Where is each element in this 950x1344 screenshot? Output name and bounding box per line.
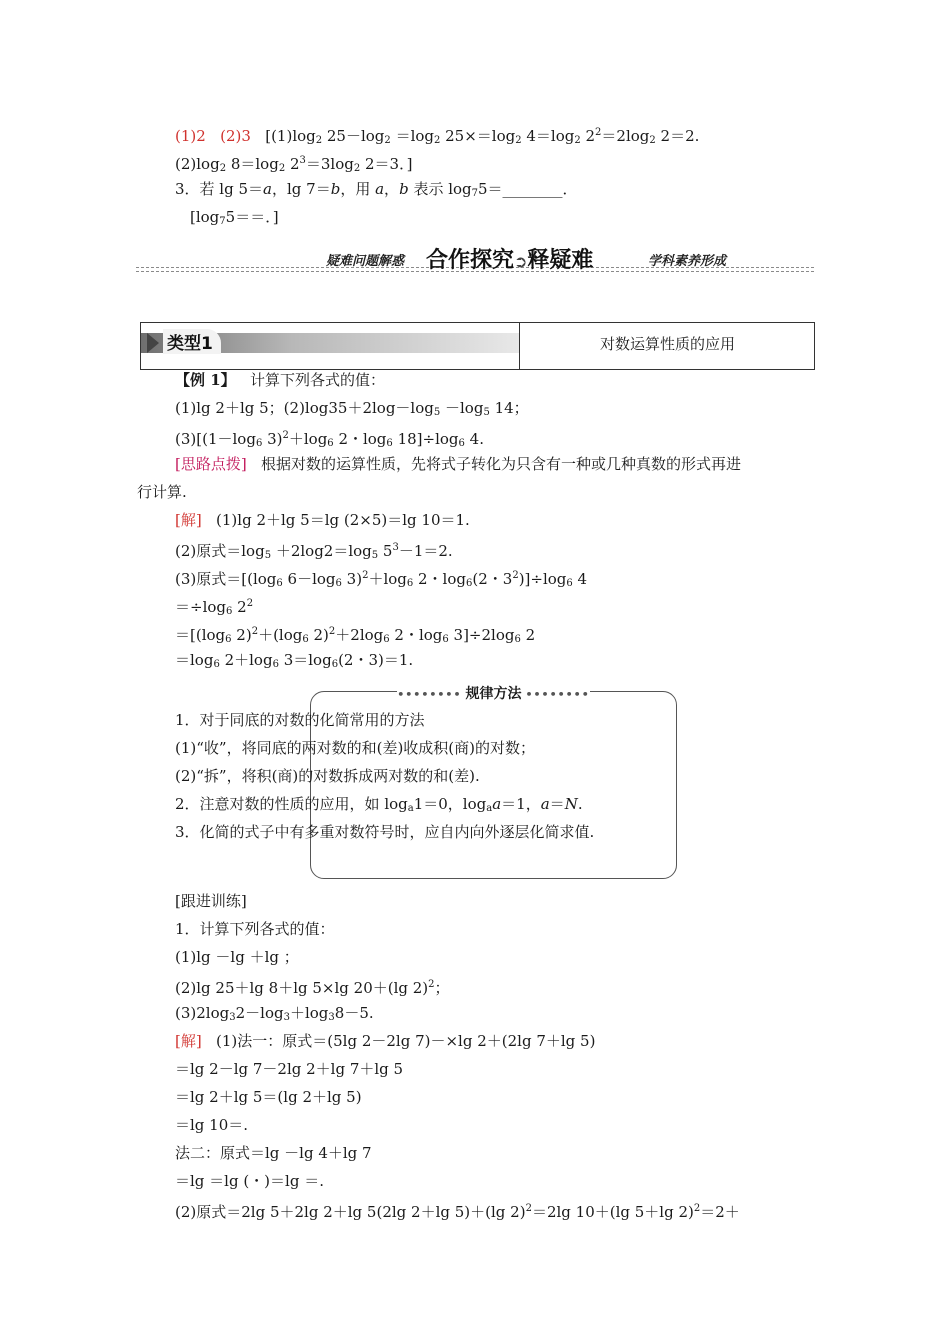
practice-solution-7: (2)原式＝2lg 5＋2lg 2＋lg 5(2lg 2＋lg 5)＋(lg 2)$^2$＝2lg 10＋(lg 5＋lg 2)$^2$＝2＋ xyxy=(175,1203,740,1221)
type-box xyxy=(140,322,815,370)
hint-line: [思路点拨] 根据对数的运算性质，先将式子转化为只含有一种或几种真数的形式再进 xyxy=(175,455,742,473)
method-line-2: (1)“收”，将同底的两对数的和(差)收成积(商)的对数； xyxy=(175,739,535,757)
answer-line-2: $(2)\log_2$ $8=\log_2$ $2^3=3\log_2$ 2＝3．] xyxy=(175,155,413,174)
answer-1: (1)2 xyxy=(175,127,206,145)
section-banner xyxy=(136,241,814,273)
banner-left-text: 疑难问题解惑 xyxy=(326,254,405,269)
practice-solution-1: [解] (1)法一：原式＝(5lg 2－2lg 7)－×lg 2＋(2lg 7＋lg 5) xyxy=(175,1032,596,1050)
solution-line-6: $=\log_6$ $2+\log_6$ $3=\log_6(2$・3)＝1. xyxy=(175,651,414,670)
practice-solution-2: ＝lg 2－lg 7－2lg 2＋lg 7＋lg 5 xyxy=(175,1060,404,1078)
practice-solution-5: 法二：原式＝lg －lg 4＋lg 7 xyxy=(175,1144,372,1162)
example-problem-3: $(3)[(1-\log_6$ $3)^2+\log_6$ 2・$\log_6 18]\div\log_6$ 4. xyxy=(175,430,484,449)
method-line-1: 1．对于同底的对数的化简常用的方法 xyxy=(175,711,425,729)
solution-line-2: (2)原式$=\log_5 +2\log 2=\log_5$ $5^3-1=2$. xyxy=(175,542,453,561)
solution-line-3: (3)原式$=[(\log_6$ $6-\log_6$ $3)^2+\log_6$ 2・$\log_6(2$・$3^2)]\div\log_6$ 4 xyxy=(175,570,588,589)
hint-line-2: 行计算. xyxy=(137,483,187,501)
practice-question: 1．计算下列各式的值： xyxy=(175,920,335,938)
answer-3: [$\log_75==$．] xyxy=(190,208,279,227)
type-label: 类型1 xyxy=(163,329,221,354)
method-line-4: 2．注意对数的性质的应用，如 $\log_a1=0$，$\log_aa=1$，a＝N. xyxy=(175,795,583,814)
practice-solution-4: ＝lg 10＝. xyxy=(175,1116,249,1134)
hint-tag: [思路点拨] xyxy=(175,455,247,473)
practice-tag: [跟进训练] xyxy=(175,892,247,910)
banner-right-text: 学科素养形成 xyxy=(648,254,727,269)
example-tag: 【例 1】 xyxy=(175,371,236,389)
question-3: 3．若 lg 5＝a，lg 7＝b，用 a，b 表示 $\log_75=\_\_\_\_\_\_\_\_$． xyxy=(175,180,578,199)
method-title: •••••••• 规律方法 •••••••• xyxy=(397,686,590,702)
type-tab-triangle-icon xyxy=(147,333,159,353)
type-divider xyxy=(519,323,520,369)
type-tab xyxy=(141,323,521,353)
answer-2: (2)3 xyxy=(220,127,251,145)
banner-title: 合作探究➲释疑难 xyxy=(426,248,594,273)
solution-line-5: $=[(\log_6$ $2)^2+(\log_6$ $2)^2+2\log_6$ 2・$\log_6 3]\div 2\log_6$ 2 xyxy=(175,626,536,645)
method-line-3: (2)“拆”，将积(商)的对数拆成两对数的和(差). xyxy=(175,767,480,785)
answer-line-1: (1)2 (2)3 [$(1)\log_2$ $25-\log_2 =\log_2$ $25\times=\log_2$ $4=\log_2$ $2^2=2\log_2$ 2＝2. xyxy=(175,127,700,146)
example-problem-1-2: (1)lg 2＋lg 5；$(2)\log 35+2\log-\log_5 -\log_5$ 14； xyxy=(175,399,529,418)
solution-tag: [解] xyxy=(175,511,202,529)
practice-solution-tag: [解] xyxy=(175,1032,202,1050)
solution-line-4: $=\div\log_6$ $2^2$ xyxy=(175,598,254,617)
practice-solution-6: ＝lg ＝lg (・)＝lg ＝. xyxy=(175,1172,324,1190)
solution-line-1: [解] (1)lg 2＋lg 5＝lg (2×5)＝lg 10＝1. xyxy=(175,511,470,529)
type-title: 对数运算性质的应用 xyxy=(599,335,735,353)
practice-q3: $(3)2\log_32-\log_3+\log_38-5$. xyxy=(175,1004,374,1023)
practice-solution-3: ＝lg 2＋lg 5＝(lg 2＋lg 5) xyxy=(175,1088,362,1106)
practice-q2: (2)lg 25＋lg 8＋lg 5×lg 20＋(lg 2)$^2$； xyxy=(175,979,450,997)
example-heading: 【例 1】 计算下列各式的值： xyxy=(175,371,385,389)
method-line-5: 3．化简的式子中有多重对数符号时，应自内向外逐层化简求值. xyxy=(175,823,595,841)
banner-arrow-icon: ➲ xyxy=(514,252,528,271)
practice-q1: (1)lg －lg ＋lg ； xyxy=(175,948,299,966)
